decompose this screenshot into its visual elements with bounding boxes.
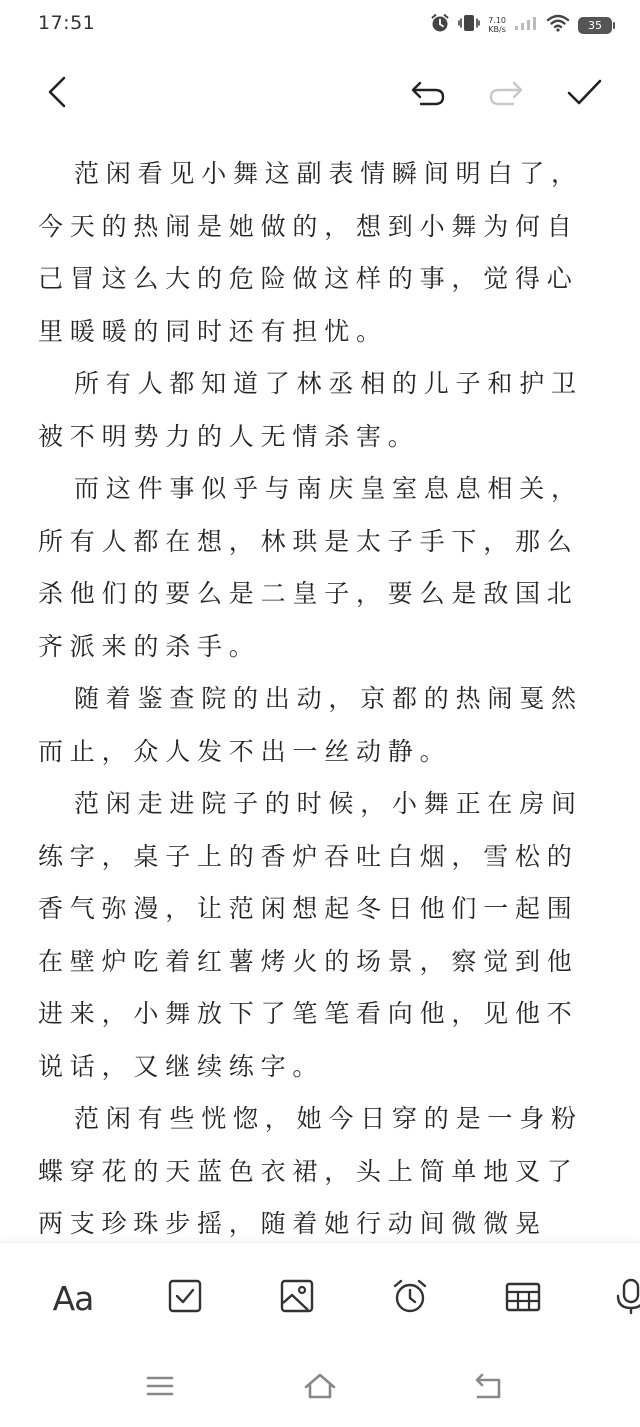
home-icon xyxy=(303,1369,337,1407)
menu-icon xyxy=(143,1369,177,1407)
redo-button[interactable] xyxy=(482,70,530,118)
back-nav-button[interactable] xyxy=(468,1368,508,1408)
editor-tools-bar xyxy=(0,1242,640,1347)
status-icons xyxy=(430,12,612,38)
note-paragraph: 所有人都知道了林丞相的儿子和护卫被不明势力的人无情杀害。 xyxy=(38,369,583,451)
network-speed xyxy=(488,16,506,34)
checklist-button[interactable] xyxy=(162,1275,208,1321)
note-paragraph: 范闲看见小舞这副表情瞬间明白了，今天的热闹是她做的，想到小舞为何自己冒这么大的危险做这样的事，觉得心里暖暖的同时还有担忧。 xyxy=(38,159,583,346)
network-speed-unit: KB/s xyxy=(488,25,506,34)
alarm-status-icon xyxy=(430,13,450,37)
editor-toolbar xyxy=(0,60,640,126)
table-icon xyxy=(504,1277,542,1319)
cellular-signal-icon xyxy=(514,15,538,35)
undo-button[interactable] xyxy=(404,70,452,118)
image-icon xyxy=(278,1277,316,1319)
undo-icon xyxy=(408,72,448,116)
back-icon xyxy=(471,1369,505,1407)
network-speed-value: 7.10 xyxy=(488,16,506,25)
note-paragraph: 范闲有些恍惚，她今日穿的是一身粉蝶穿花的天蓝色衣裙，头上简单地叉了两支珍珠步摇，随着她行动间微微晃 xyxy=(38,1104,583,1238)
alarm-clock-icon xyxy=(391,1277,429,1319)
recents-button[interactable] xyxy=(140,1368,180,1408)
reminder-button[interactable] xyxy=(387,1275,433,1321)
note-paragraph: 随着鉴查院的出动，京都的热闹戛然而止，众人发不出一丝动静。 xyxy=(38,684,583,766)
insert-image-button[interactable] xyxy=(274,1275,320,1321)
confirm-button[interactable] xyxy=(560,70,608,118)
redo-icon xyxy=(486,72,526,116)
font-style-button[interactable]: Aa xyxy=(52,1278,94,1318)
status-time: 17:51 xyxy=(38,12,96,34)
voice-input-button[interactable] xyxy=(608,1275,640,1321)
insert-table-button[interactable] xyxy=(500,1275,546,1321)
system-nav-bar xyxy=(0,1350,640,1427)
status-bar xyxy=(0,0,640,48)
note-paragraph: 范闲走进院子的时候，小舞正在房间练字，桌子上的香炉吞吐白烟，雪松的香气弥漫，让范闲想起冬日他们一起围在壁炉吃着红薯烤火的场景，察觉到他进来，小舞放下了笔笔看向他，见他不说话，又继续练字。 xyxy=(38,789,583,1081)
check-icon xyxy=(564,72,604,116)
home-button[interactable] xyxy=(300,1368,340,1408)
vibrate-icon xyxy=(458,13,480,37)
back-button[interactable] xyxy=(34,70,82,118)
wifi-icon xyxy=(546,14,570,36)
checkbox-icon xyxy=(166,1277,204,1319)
chevron-left-icon xyxy=(38,72,78,116)
note-paragraph: 而这件事似乎与南庆皇室息息相关，所有人都在想，林珙是太子手下，那么杀他们的要么是二皇子，要么是敌国北齐派来的杀手。 xyxy=(38,474,583,661)
note-content-editor[interactable] xyxy=(38,148,608,1242)
battery-indicator: 35 xyxy=(578,17,612,34)
microphone-icon xyxy=(612,1277,640,1319)
